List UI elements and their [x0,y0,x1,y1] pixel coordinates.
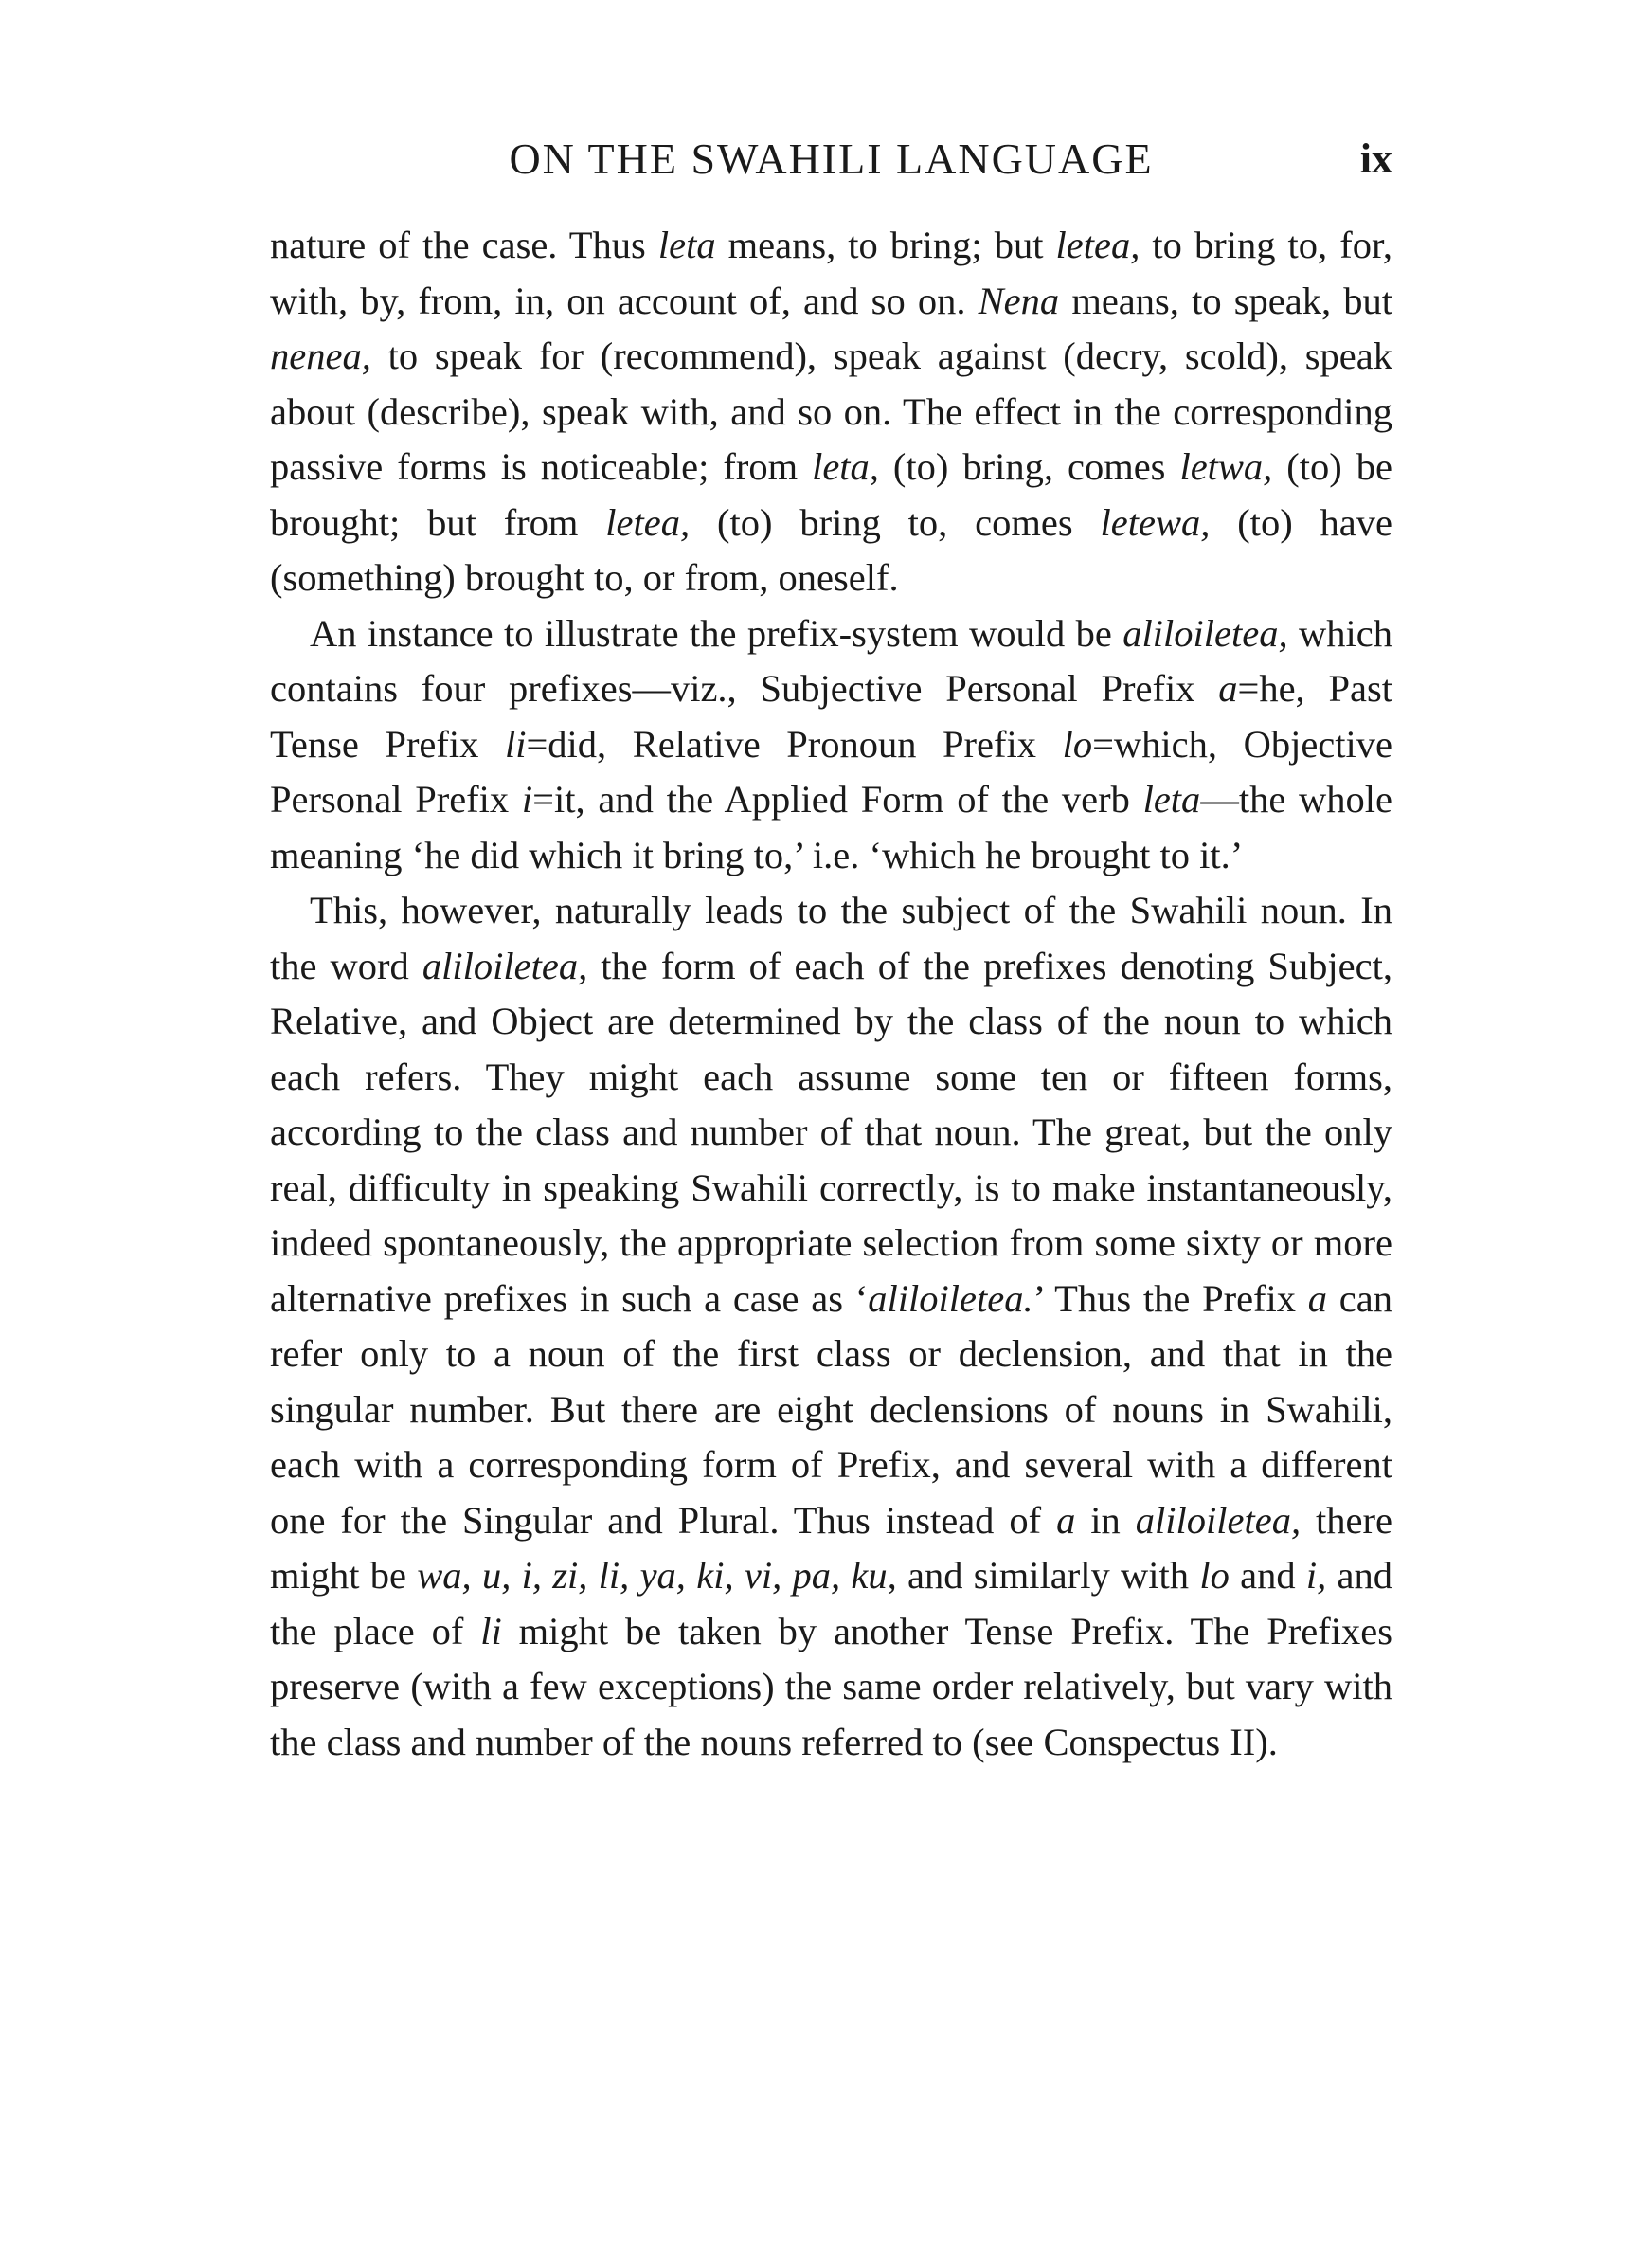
swahili-term: lo [1199,1554,1230,1597]
swahili-term: leta [1142,778,1201,821]
text-run: (to) bring to, comes [690,500,1101,544]
text-run: can refer only to a noun of the first class or declension, and that in the singular number. But there are eight declensions of nouns in Swahili, each with a corresponding form of Prefix, and several with a different one for the Singular and Plural. Thus instead of [270,1276,1393,1542]
paragraph-1 [270,218,1392,606]
running-title: ON THE SWAHILI LANGUAGE [509,135,1154,183]
text-run: An instance to illustrate the prefix-system would be [310,611,1123,655]
swahili-term: lo [1062,722,1093,766]
swahili-term: aliloiletea, [1122,611,1288,655]
text-run: =which, Objective Personal Prefix [270,722,1392,821]
running-head [270,131,1392,188]
swahili-term: i, [1305,1554,1327,1597]
text-run: which contains four prefixes—viz., Subjective Personal Prefix [270,611,1392,710]
swahili-term: Nena [978,279,1060,322]
text-run: to speak for (recommend), speak against (decry, scold), speak about (describe), speak with, and so on. The effect in the corresponding passive forms is noticeable; from [270,334,1392,488]
text-run: might be taken by another Tense Prefix. The Prefixes preserve (with a few exceptions) the same order relatively, but vary with the class and number of the nouns referred to (see Conspectus II). [270,1609,1392,1763]
swahili-term: a [1307,1276,1328,1320]
swahili-term: li [504,722,527,766]
text-run: in [1075,1498,1136,1542]
text-run: (to) have (something) brought to, or from, oneself. [270,500,1392,599]
paragraph-2 [270,606,1392,884]
swahili-term: letea, [1055,224,1140,266]
text-run: the form of each of the prefixes denoting Subject, Relative, and Object are determined by the class of the noun to which each refers. They might each assume some ten or fifteen forms, according to the class and number of that noun. The great, but the only real, difficulty in speaking Swahili correctly, is to make instantaneously, indeed spontaneously, the appropriate selection from some sixty or more alternative prefixes in such a case as ‘ [270,944,1393,1320]
text-run: (to) bring, comes [878,445,1180,488]
text-run: and similarly with [896,1554,1200,1597]
text-run: (to) be brought; but from [270,445,1392,544]
swahili-term: leta, [812,445,879,488]
text-run: and [1229,1554,1306,1597]
text-run: nature of the case. Thus [270,224,658,266]
text-run: and the place of [270,1554,1393,1652]
paragraph-3 [270,883,1392,1770]
text-run: to bring to, for, with, by, from, in, on account of, and so on. [270,224,1392,322]
text-run: =it, and the Applied Form of the verb [532,778,1143,821]
swahili-term: letewa, [1100,500,1211,544]
text-run: means, to bring; but [715,224,1056,266]
swahili-term: a [1056,1498,1076,1542]
swahili-term: letea, [605,500,691,544]
text-run: =did, Relative Pronoun Prefix [526,722,1063,766]
text-run: =he, Past Tense Prefix [270,667,1392,766]
swahili-term: wa, u, i, zi, li, ya, ki, vi, pa, ku, [417,1554,897,1597]
text-run: —the whole meaning ‘he did which it bring to,’ i.e. ‘which he brought to it.’ [270,778,1392,876]
swahili-term: aliloiletea. [868,1276,1033,1320]
swahili-term: nenea, [270,334,371,377]
text-run: there might be [270,1498,1392,1597]
swahili-term: letwa, [1179,445,1273,488]
page-number: ix [1359,135,1392,182]
swahili-term: i [521,778,533,821]
swahili-term: aliloiletea, [422,944,588,987]
swahili-term: a [1218,667,1238,710]
text-run: This, however, naturally leads to the subject of the Swahili noun. In the word [270,889,1392,987]
body-text [270,218,1392,1770]
swahili-term: leta [657,224,716,266]
swahili-term: li [480,1609,502,1652]
swahili-term: aliloiletea, [1135,1498,1302,1542]
text-run: means, to speak, but [1059,279,1392,322]
text-run: ’ Thus the Prefix [1032,1276,1308,1320]
